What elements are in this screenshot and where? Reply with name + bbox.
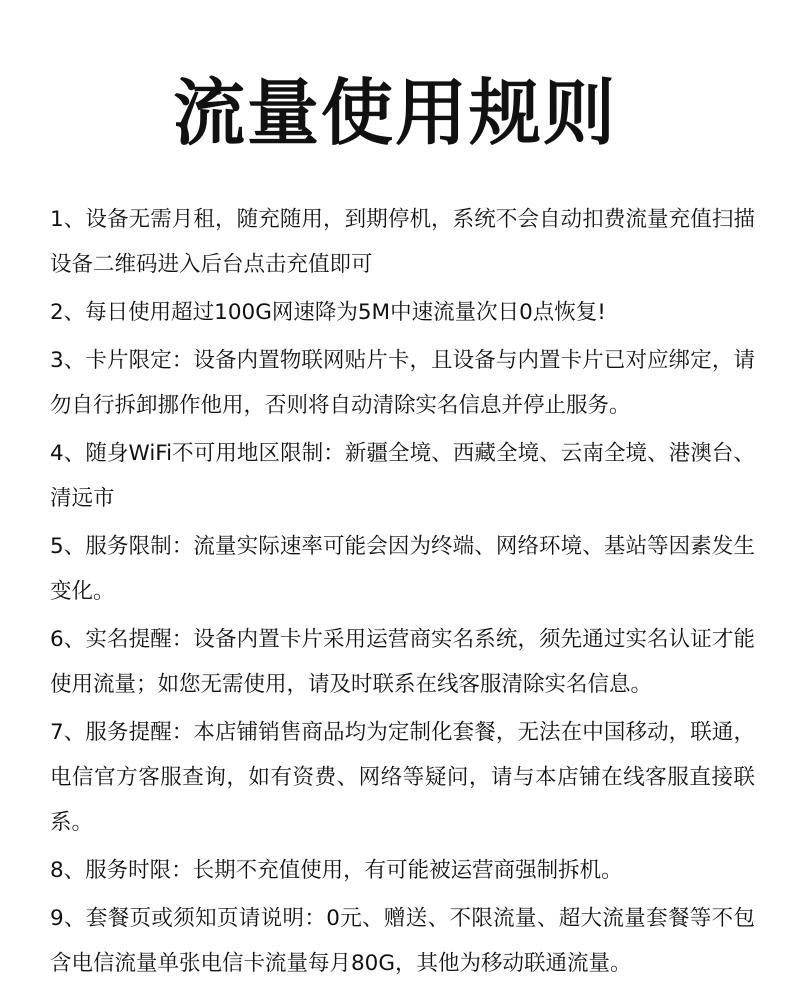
rule-3: 3、卡片限定：设备内置物联网贴片卡，且设备与内置卡片已对应绑定，请勿自行拆卸挪作他用，否则将自动清除实名信息并停止服务。 xyxy=(50,348,755,418)
page-title: 流量使用规则 xyxy=(172,71,617,155)
rule-4: 4、随身WiFi不可用地区限制：新疆全境、西藏全境、云南全境、港澳台、清远市 xyxy=(50,441,755,511)
rule-9: 9、套餐页或须知页请说明：0元、赠送、不限流量、超大流量套餐等不包含电信流量单张电信卡流量每月80G，其他为移动联通流量。 xyxy=(50,906,755,976)
rule-8: 8、服务时限：长期不充值使用，有可能被运营商强制拆机。 xyxy=(50,858,623,883)
rule-5: 5、服务限制：流量实际速率可能会因为终端、网络环境、基站等因素发生变化。 xyxy=(50,534,755,604)
rule-1: 1、设备无需月租，随充随用，到期停机，系统不会自动扣费流量充值扫描设备二维码进入后台点击充值即可 xyxy=(50,207,755,277)
rules-list xyxy=(50,197,755,989)
rule-7: 7、服务提醒：本店铺销售商品均为定制化套餐，无法在中国移动，联通，电信官方客服查询，如有资费、网络等疑问，请与本店铺在线客服直接联系。 xyxy=(50,720,755,835)
rule-2: 2、每日使用超过100G网速降为5M中速流量次日0点恢复! xyxy=(50,300,606,325)
rule-6: 6、实名提醒：设备内置卡片采用运营商实名系统，须先通过实名认证才能使用流量；如您无需使用，请及时联系在线客服清除实名信息。 xyxy=(50,627,755,697)
